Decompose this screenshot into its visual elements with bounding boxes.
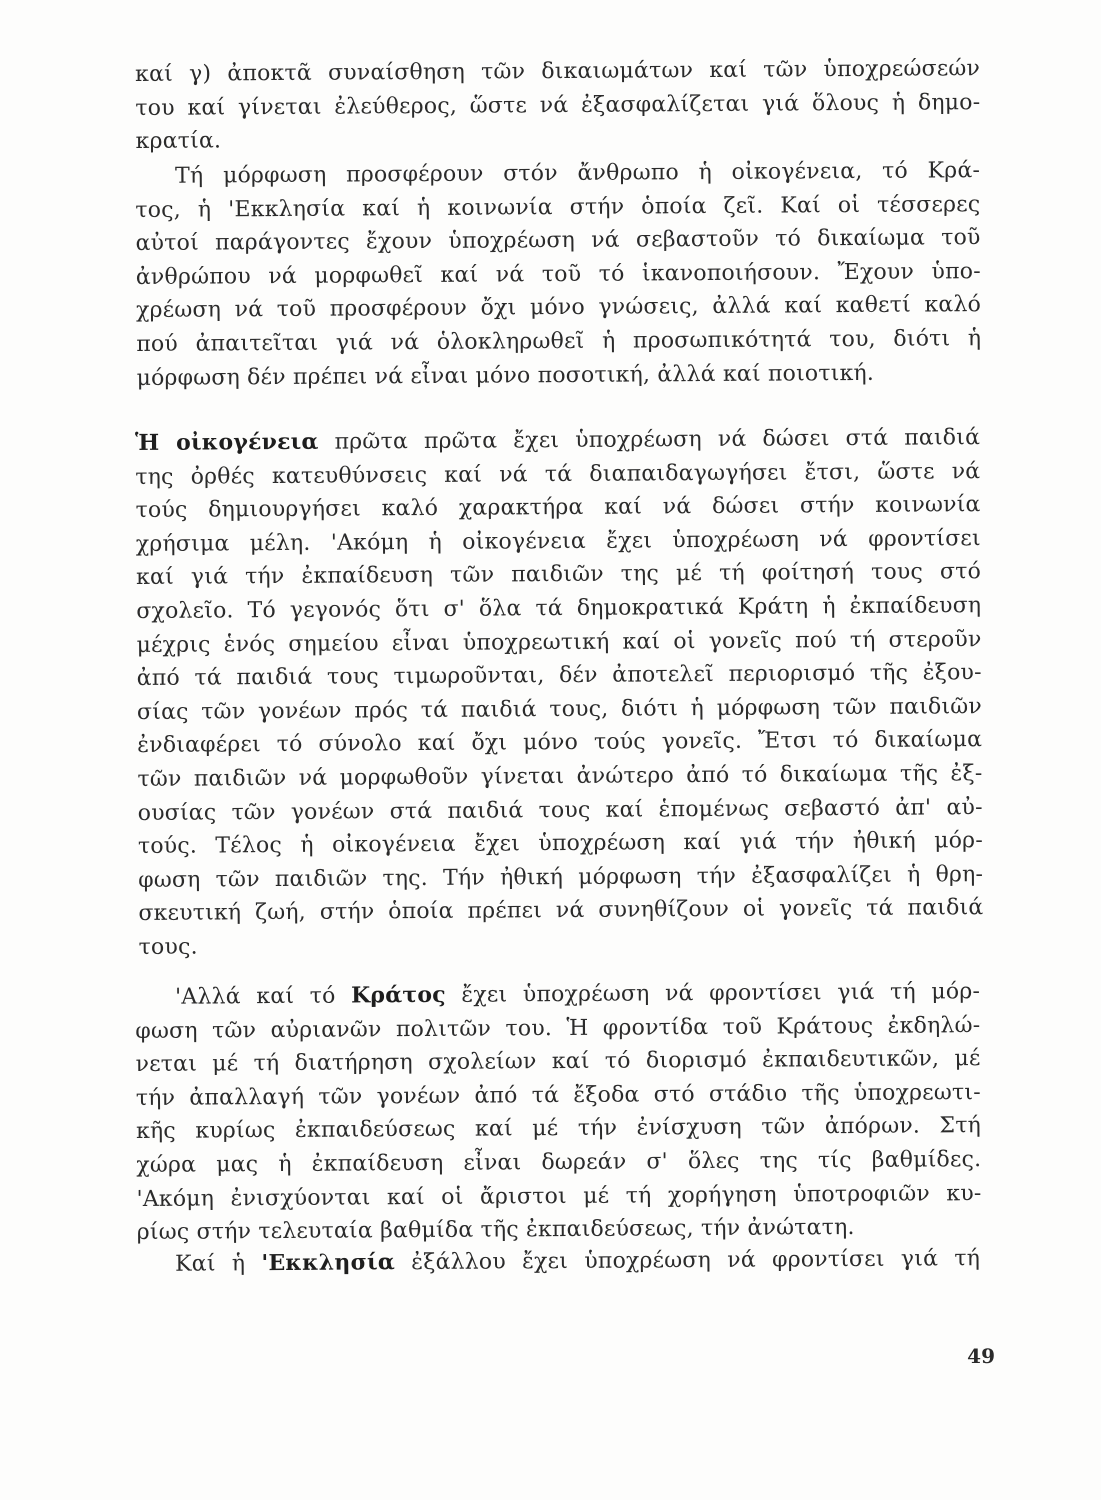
term-state: Κράτος <box>350 981 446 1009</box>
text-fragment: πρῶτα πρῶτα ἔχει ὑποχρέωση νά δώσει στά παιδιά <box>318 425 981 455</box>
text-line: τους. <box>138 934 198 960</box>
page-number: 49 <box>967 1344 995 1368</box>
text-line: του καί γίνεται ἐλεύθερος, ὥστε νά ἐξασφαλίζεται γιά ὅλους ἡ δημο- <box>135 89 981 121</box>
term-family: Ἡ οἰκογένεια <box>135 428 319 456</box>
text-fragment: 'Αλλά καί τό <box>175 983 352 1010</box>
text-line: μόρφωση δέν πρέπει νά εἶναι μόνο ποσοτική, ἀλλά καί ποιοτική. <box>136 360 875 391</box>
text-line: τήν ἀπαλλαγή τῶν γονέων ἀπό τά ἔξοδα στό στάδιο τῆς ὑποχρεωτι- <box>135 1079 981 1111</box>
text-fragment: ἔχει ὑποχρέωση νά φροντίσει γιά τή μόρ- <box>445 979 981 1008</box>
text-line <box>135 1242 980 1281</box>
text-line: ουσίας τῶν γονέων στά παιδιά τους καί ἑπομένως σεβαστό ἀπ' αὐ- <box>137 794 983 826</box>
text-line <box>135 421 980 460</box>
text-line: της ὀρθές κατευθύνσεις καί νά τά διαπαιδαγωγήσει ἔτσι, ὥστε νά <box>135 458 981 490</box>
text-line: ἀπό τά παιδιά τους τιμωροῦνται, δέν ἀποτελεῖ περιορισμό τῆς ἐξου- <box>136 660 982 692</box>
text-line: χρέωση νά τοῦ προσφέρουν ὄχι μόνο γνώσεις, ἀλλά καί καθετί καλό <box>135 292 982 324</box>
text-line: 'Ακόμη ἐνισχύονται καί οἱ ἄριστοι μέ τή χορήγηση ὑποτροφιῶν κυ- <box>136 1180 982 1212</box>
text-line: Τή μόρφωση προσφέρουν στόν ἄνθρωπο ἡ οἰκογένεια, τό Κρά- <box>175 158 981 189</box>
text-line: ρίως στήν τελευταία βαθμίδα τῆς ἐκπαιδεύσεως, τήν ἀνώτατη. <box>136 1215 855 1246</box>
text-fragment: Καί ἡ <box>175 1251 262 1277</box>
text-line: καί γ) ἀποκτᾶ συναίσθηση τῶν δικαιωμάτων καί τῶν ὑποχρεώσεών <box>135 56 981 87</box>
text-line: χώρα μας ἡ ἐκπαίδευση εἶναι δωρεάν σ' ὅλες της τίς βαθμίδες. <box>136 1147 982 1178</box>
text-line: ἀνθρώπου νά μορφωθεῖ καί νά τοῦ τό ἱκανοποιήσουν. Ἔχουν ὑπο- <box>135 258 981 290</box>
text-line: σίας τῶν γονέων πρός τά παιδιά τους, διότι ἡ μόρφωση τῶν παιδιῶν <box>136 693 983 725</box>
paragraph-4 <box>135 975 982 1250</box>
text-fragment: ἐξάλλου ἔχει ὑποχρέωση νά φροντίσει γιά τή <box>394 1246 981 1276</box>
text-line: φωση τῶν αὐριανῶν πολιτῶν του. Ἡ φροντίδα τοῦ Κράτους ἐκδηλώ- <box>135 1012 981 1044</box>
text-line <box>135 975 980 1014</box>
text-line: αὐτοί παράγοντες ἔχουν ὑποχρέωση νά σεβαστοῦν τό δικαίωμα τοῦ <box>135 225 981 257</box>
text-line: φωση τῶν παιδιῶν της. Τήν ἠθική μόρφωση τήν ἐξασφαλίζει ἡ θρη- <box>138 861 984 893</box>
paragraph-1 <box>135 52 981 159</box>
term-church: 'Εκκλησία <box>261 1249 396 1277</box>
text-line: καί γιά τήν ἐκπαίδευση τῶν παιδιῶν της μέ τή φοίτησή τους στό <box>135 559 982 591</box>
text-line: ἐνδιαφέρει τό σύνολο καί ὄχι μόνο τούς γονεῖς. Ἔτσι τό δικαίωμα <box>137 727 983 759</box>
text-line: τῶν παιδιῶν νά μορφωθοῦν γίνεται ἀνώτερο ἀπό τό δικαίωμα τῆς ἐξ- <box>137 761 983 792</box>
text-line: τούς δημιουργήσει καλό χαρακτήρα καί νά δώσει στήν κοινωνία <box>135 492 981 524</box>
text-line: σχολεῖο. Τό γεγονός ὅτι σ' ὅλα τά δημοκρατικά Κράτη ἡ ἐκπαίδευση <box>136 593 982 624</box>
text-line: πού ἀπαιτεῖται γιά νά ὁλοκληρωθεῖ ἡ προσωπικότητά του, διότι ἡ <box>136 326 982 357</box>
text-line: νεται μέ τή διατήρηση σχολείων καί τό διορισμό ἐκπαιδευτικῶν, μέ <box>135 1046 981 1078</box>
text-line: τος, ἡ 'Εκκλησία καί ἡ κοινωνία στήν ὁποία ζεῖ. Καί οἱ τέσσερες <box>135 191 981 223</box>
text-line: σκευτική ζωή, στήν ὁποία πρέπει νά συνηθίζουν οἱ γονεῖς τά παιδιά <box>138 895 984 927</box>
text-line: κῆς κυρίως ἐκπαιδεύσεως καί μέ τήν ἐνίσχυση τῶν ἀπόρων. Στή <box>135 1113 982 1145</box>
paragraph-2 <box>135 154 982 395</box>
text-line: χρήσιμα μέλη. 'Ακόμη ἡ οἰκογένεια ἔχει ὑποχρέωση νά φροντίσει <box>135 525 981 557</box>
text-line: μέχρις ἑνός σημείου εἶναι ὑποχρεωτική καί οἱ γονεῖς πού τή στεροῦν <box>136 626 982 658</box>
text-line: κρατία. <box>135 128 222 155</box>
paragraph-5 <box>135 1242 980 1281</box>
paragraph-3 <box>135 421 984 964</box>
text-line: τούς. Τέλος ἡ οἰκογένεια ἔχει ὑποχρέωση καί γιά τήν ἠθική μόρ- <box>137 828 983 860</box>
